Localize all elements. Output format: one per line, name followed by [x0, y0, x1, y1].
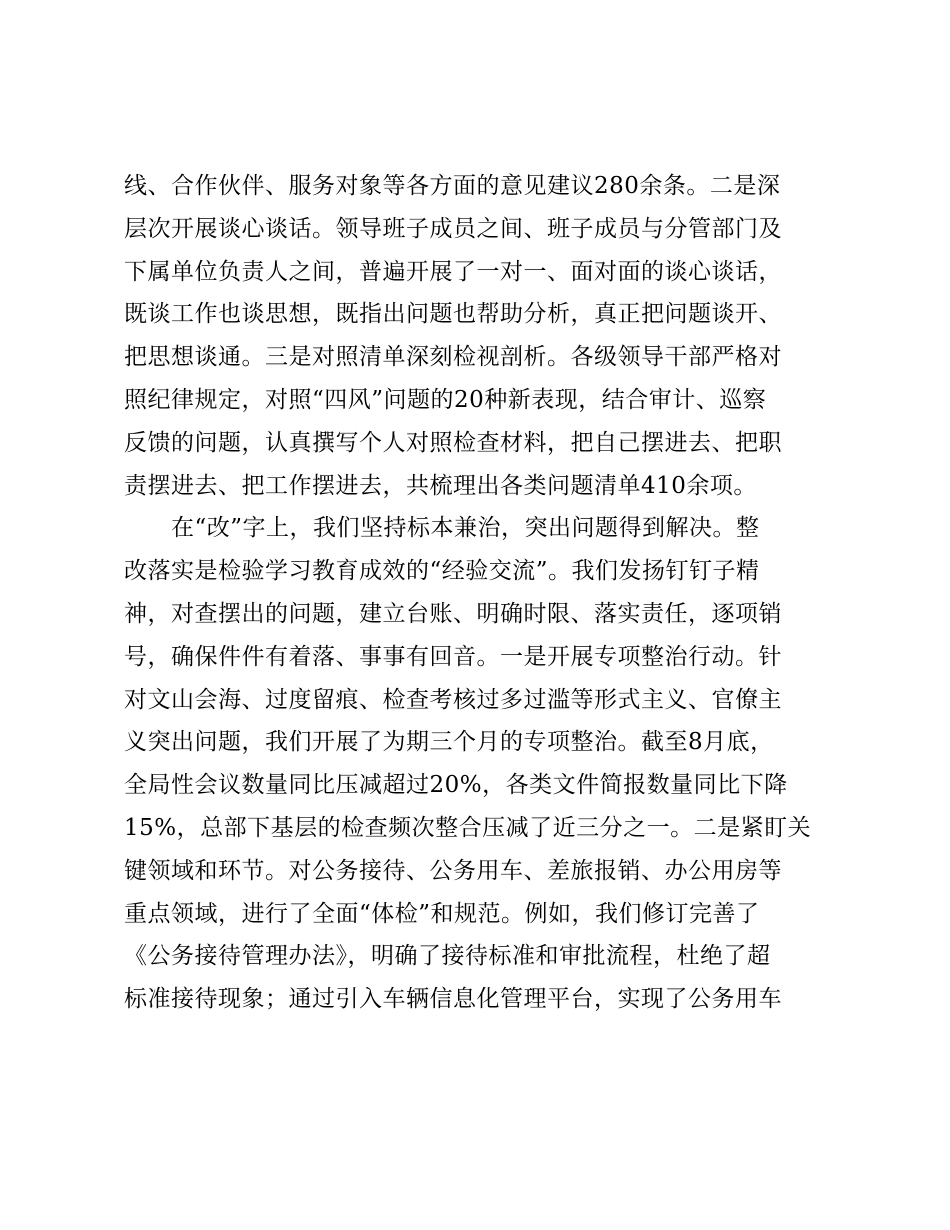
- text-line-4: 既谈工作也谈思想，既指出问题也帮助分析，真正把问题谈开、: [124, 301, 782, 328]
- text-line-13: 对文山会海、过度留痕、检查考核过多过滥等形式主义、官僚主: [124, 686, 782, 713]
- text-line-10: 改落实是检验学习教育成效的“经验交流”。我们发扬钉钉子精: [124, 558, 760, 585]
- text-line-6: 照纪律规定，对照“四风”问题的20种新表现，结合审计、巡察: [124, 386, 767, 413]
- body-text: [124, 165, 844, 1021]
- text-line-8: 责摆进去、把工作摆进去，共梳理出各类问题清单410余项。: [124, 472, 757, 499]
- text-line-2: 层次开展谈心谈话。领导班子成员之间、班子成员与分管部门及: [124, 215, 782, 242]
- text-line-17: 键领域和环节。对公务接待、公务用车、差旅报销、办公用房等: [124, 857, 782, 884]
- text-line-9: 在“改”字上，我们坚持标本兼治，突出问题得到解决。整: [124, 515, 760, 542]
- text-line-11: 神，对查摆出的问题，建立台账、明确时限、落实责任，逐项销: [124, 600, 782, 627]
- text-line-18: 重点领域，进行了全面“体检”和规范。例如，我们修订完善了: [124, 900, 760, 927]
- text-line-20: 标准接待现象；通过引入车辆信息化管理平台，实现了公务用车: [124, 986, 782, 1013]
- text-line-3: 下属单位负责人之间，普遍开展了一对一、面对面的谈心谈话，: [124, 258, 782, 285]
- text-line-16: 15%，总部下基层的检查频次整合压减了近三分之一。二是紧盯关: [124, 814, 812, 841]
- text-line-14: 义突出问题，我们开展了为期三个月的专项整治。截至8月底，: [124, 729, 774, 756]
- text-line-5: 把思想谈通。三是对照清单深刻检视剖析。各级领导干部严格对: [124, 344, 782, 371]
- text-line-1: 线、合作伙伴、服务对象等各方面的意见建议280余条。二是深: [124, 173, 781, 199]
- text-line-19: 《公务接待管理办法》，明确了接待标准和审批流程，杜绝了超: [124, 943, 771, 970]
- text-line-15: 全局性会议数量同比压减超过20%，各类文件简报数量同比下降: [124, 772, 788, 799]
- text-line-7: 反馈的问题，认真撰写个人对照检查材料，把自己摆进去、把职: [124, 429, 782, 456]
- text-line-12: 号，确保件件有着落、事事有回音。一是开展专项整治行动。针: [124, 643, 782, 670]
